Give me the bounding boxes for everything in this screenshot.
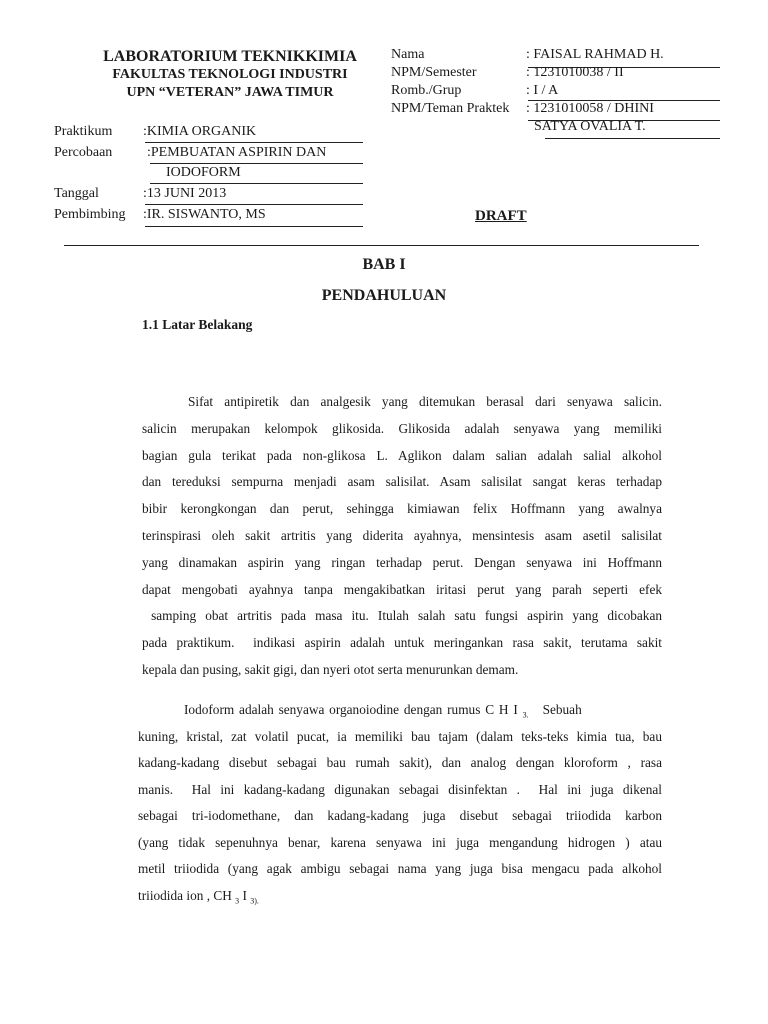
- header-divider: [64, 245, 699, 246]
- formula-element: I: [242, 887, 247, 903]
- faculty-name: FAKULTAS TEKNOLOGI INDUSTRI: [112, 67, 348, 82]
- nama-label: Nama: [391, 47, 425, 62]
- lab-name: LABORATORIUM TEKNIKKIMIA: [103, 48, 357, 65]
- percobaan-underline-2: [150, 183, 363, 184]
- paragraph-line: [138, 697, 662, 724]
- paragraph-2: [138, 697, 662, 909]
- paragraph-line: bagian gula terikat pada non-glikosa L. Aglikon dalam salian adalah salial alkohol: [142, 447, 662, 463]
- paragraph-1: [142, 389, 662, 684]
- romb-value: : I / A: [526, 83, 559, 98]
- pembimbing-underline: [145, 226, 363, 227]
- paragraph-line: [138, 883, 662, 910]
- percobaan-value-2: IODOFORM: [166, 165, 241, 180]
- university-name: UPN “VETERAN” JAWA TIMUR: [126, 85, 334, 100]
- paragraph-line: yang dinamakan aspirin yang ringan terhadap perut. Dengan senyawa ini Hoffmann: [142, 554, 662, 570]
- teman-value-2: SATYA OVALIA T.: [534, 119, 646, 134]
- formula-subscript: 3).: [250, 896, 259, 906]
- romb-label: Romb./Grup: [391, 83, 462, 98]
- paragraph-line: bibir kerongkongan dan perut, sehingga kimiawan felix Hoffmann yang awalnya: [142, 501, 662, 517]
- formula-subscript: 3.: [522, 710, 529, 720]
- pembimbing-label: Pembimbing: [54, 207, 126, 222]
- percobaan-underline: [150, 163, 363, 164]
- formula-line-tail: Sebuah: [542, 702, 582, 717]
- chapter-number: BAB I: [362, 256, 406, 273]
- teman-underline-2: [545, 138, 720, 139]
- formula-line-text: Iodoform adalah senyawa organoiodine dengan rumus C H I: [184, 702, 518, 717]
- formula-subscript: 3: [235, 896, 240, 906]
- tanggal-underline: [145, 204, 363, 205]
- section-title: 1.1 Latar Belakang: [142, 317, 253, 332]
- paragraph-line: samping obat artritis pada masa itu. Itulah salah satu fungsi aspirin yang dicobakan: [142, 608, 662, 624]
- npm-value: : 1231010038 / II: [526, 65, 624, 80]
- paragraph-line: dapat mengobati ayahnya tanpa mengakibatkan iritasi perut yang parah seperti efek: [142, 581, 662, 597]
- chapter-title: PENDAHULUAN: [321, 287, 447, 304]
- paragraph-line: metil triiodida (yang agak ambigu sebagai nama yang juga bisa mengacu pada alkohol: [138, 861, 662, 876]
- praktikum-value: :KIMIA ORGANIK: [143, 124, 257, 139]
- paragraph-line: terinspirasi oleh sakit artritis yang diderita ayahnya, mensintesis asam asetil salisilat: [142, 527, 662, 543]
- paragraph-line: kuning, kristal, zat volatil pucat, ia memiliki bau tajam (dalam teks-teks kimia tua, bau: [138, 728, 662, 744]
- percobaan-value: :PEMBUATAN ASPIRIN DAN: [147, 145, 327, 160]
- praktikum-label: Praktikum: [54, 124, 113, 139]
- npm-label: NPM/Semester: [391, 65, 477, 80]
- tanggal-value: :13 JUNI 2013: [143, 186, 227, 201]
- percobaan-label: Percobaan: [54, 145, 113, 160]
- paragraph-line: pada praktikum. indikasi aspirin adalah untuk meringankan rasa sakit, terutama sakit: [142, 635, 662, 651]
- formula-line-text: triiodida ion , CH: [138, 887, 232, 903]
- paragraph-line: kepala dan pusing, sakit gigi, dan nyeri otot serta menurunkan demam.: [142, 661, 519, 677]
- paragraph-line: kadang-kadang disebut sebagai bau rumah sakit), dan analog dengan kloroform , rasa: [138, 755, 662, 770]
- draft-label: DRAFT: [475, 208, 527, 224]
- nama-value: : FAISAL RAHMAD H.: [526, 47, 664, 62]
- teman-label: NPM/Teman Praktek: [391, 101, 510, 116]
- praktikum-underline: [145, 142, 363, 143]
- paragraph-line: (yang tidak sepenuhnya benar, karena senyawa ini juga mengandung hidrogen ) atau: [138, 834, 662, 850]
- pembimbing-value: :IR. SISWANTO, MS: [143, 207, 266, 222]
- paragraph-line: dan tereduksi sempurna menjadi asam salisilat. Asam salisilat sangat keras terhadap: [142, 474, 662, 490]
- paragraph-line: salicin merupakan kelompok glikosida. Glikosida adalah senyawa yang memiliki: [142, 420, 662, 436]
- teman-value: : 1231010058 / DHINI: [526, 101, 654, 116]
- paragraph-line: Sifat antipiretik dan analgesik yang ditemukan berasal dari senyawa salicin.: [188, 394, 662, 409]
- paragraph-line: manis. Hal ini kadang-kadang digunakan sebagai disinfektan . Hal ini juga dikenal: [138, 781, 662, 797]
- paragraph-line: sebagai tri-iodomethane, dan kadang-kadang juga disebut sebagai triiodida karbon: [138, 808, 662, 823]
- tanggal-label: Tanggal: [54, 186, 99, 201]
